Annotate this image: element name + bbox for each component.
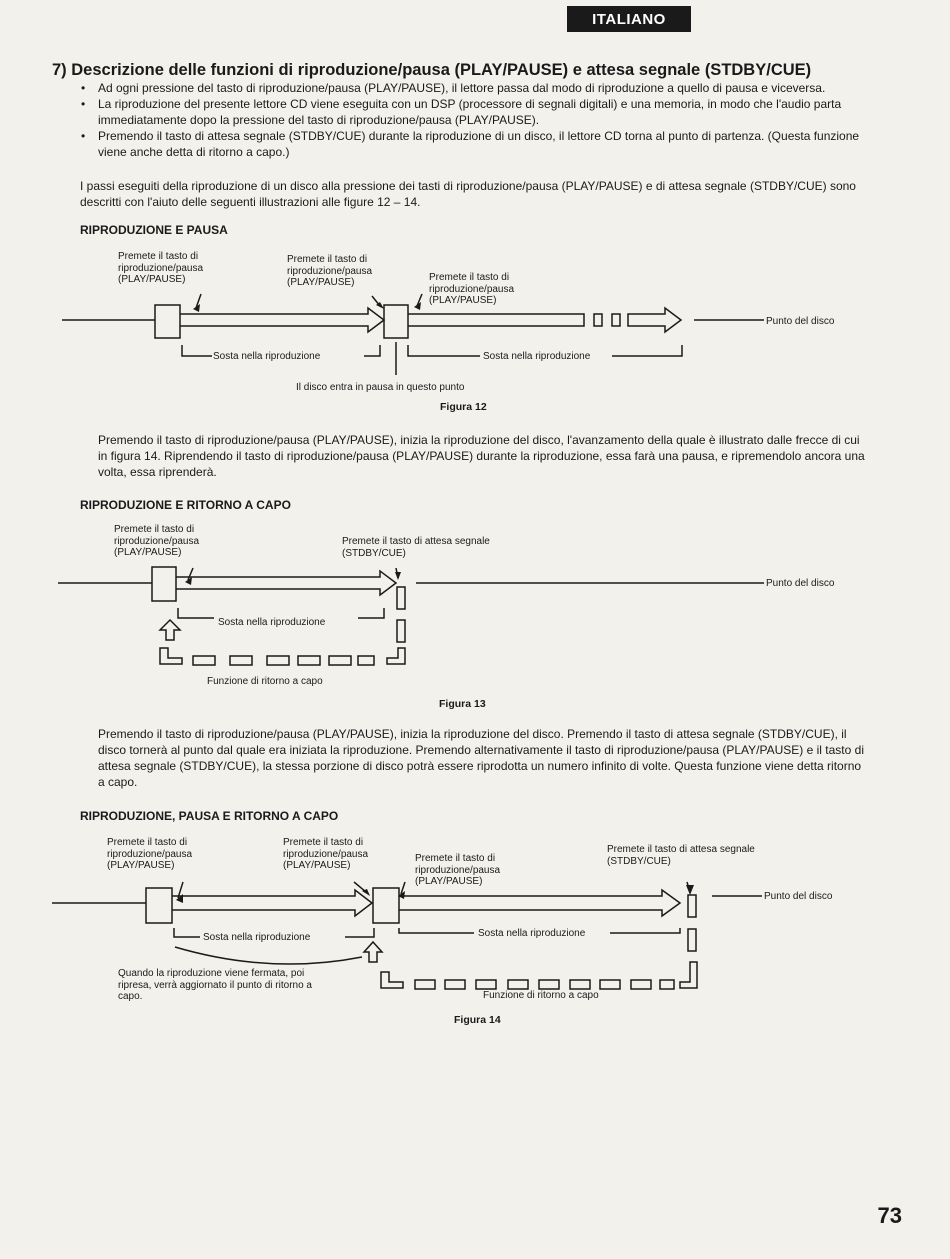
fig12-pause-label-1: Sosta nella riproduzione	[213, 351, 321, 362]
language-tab: ITALIANO	[567, 6, 691, 32]
fig12-description: Premendo il tasto di riproduzione/pausa (PLAY/PAUSE), inizia la riproduzione del disco, l'avanzamento della quale è illustrato dalle frecce di cui in figura 14. Riprendendo il tasto di riproduzione/pausa (PLAY/PAUSE) durante la riproduzione, essa farà una pausa, e ripremendolo ancora una volta, essa riprenderà.	[98, 433, 865, 479]
fig14-pause-label-2: Sosta nella riproduzione	[478, 928, 586, 939]
fig14-label-play-3: Premete il tasto di riproduzione/pausa (PLAY/PAUSE)	[415, 853, 501, 887]
page-number: 73	[877, 1203, 902, 1228]
section-title: 7) Descrizione delle funzioni di riproduzione/pausa (PLAY/PAUSE) e attesa segnale (STDBY/CUE)	[52, 61, 812, 79]
fig13-return-label: Funzione di ritorno a capo	[207, 676, 323, 687]
fig13-heading: RIPRODUZIONE E RITORNO A CAPO	[80, 498, 291, 512]
fig13-label-cue: Premete il tasto di attesa segnale (STDBY/CUE)	[342, 536, 490, 559]
fig12-pause-label-2: Sosta nella riproduzione	[483, 351, 591, 362]
fig14-heading: RIPRODUZIONE, PAUSA E RITORNO A CAPO	[80, 809, 339, 823]
fig13-pause-label: Sosta nella riproduzione	[218, 617, 326, 628]
fig12-label-play-3: Premete il tasto di riproduzione/pausa (PLAY/PAUSE)	[429, 272, 515, 306]
fig12-caption: Figura 12	[440, 401, 487, 413]
fig12-heading: RIPRODUZIONE E PAUSA	[80, 223, 228, 237]
fig14-label-play-1: Premete il tasto di riproduzione/pausa (PLAY/PAUSE)	[107, 837, 193, 871]
fig14-label-play-2: Premete il tasto di riproduzione/pausa (PLAY/PAUSE)	[283, 837, 369, 871]
fig14-disc-point: Punto del disco	[764, 891, 833, 902]
fig13-disc-point: Punto del disco	[766, 578, 835, 589]
fig12-label-play-1: Premete il tasto di riproduzione/pausa (PLAY/PAUSE)	[118, 251, 204, 285]
intro-paragraph: I passi eseguiti della riproduzione di un disco alla pressione dei tasti di riproduzione/pausa (PLAY/PAUSE) e di attesa segnale (STDBY/CUE) sono descritti con l'aiuto delle seguenti illustrazioni alle figure 12 – 14.	[80, 179, 856, 209]
fig13-caption: Figura 13	[439, 698, 486, 710]
fig12-disc-point: Punto del disco	[766, 316, 835, 327]
bullet-item: • La riproduzione del presente lettore CD viene eseguita con un DSP (processore di segnali digitali) e una memoria, in modo che l'audio parta immediatamente dopo la pressione del tasto di riproduzione/pausa (PLAY/PAUSE).	[80, 96, 870, 128]
bullet-item: • Premendo il tasto di attesa segnale (STDBY/CUE) durante la riproduzione di un disco, il lettore CD torna al punto di partenza. (Questa funzione viene anche detta di ritorno a capo.)	[80, 128, 870, 160]
fig12-label-play-2: Premete il tasto di riproduzione/pausa (PLAY/PAUSE)	[287, 254, 373, 288]
fig14-caption: Figura 14	[454, 1014, 501, 1026]
fig12-pause-note: Il disco entra in pausa in questo punto	[296, 382, 465, 393]
fig14-label-cue: Premete il tasto di attesa segnale (STDBY/CUE)	[607, 844, 755, 867]
bullet-item: • Ad ogni pressione del tasto di riproduzione/pausa (PLAY/PAUSE), il lettore passa dal modo di riproduzione a quello di pausa e viceversa.	[80, 80, 870, 96]
fig14-pause-label-1: Sosta nella riproduzione	[203, 932, 311, 943]
fig13-description: Premendo il tasto di riproduzione/pausa (PLAY/PAUSE), inizia la riproduzione del disco. Premendo il tasto di attesa segnale (STDBY/CUE), il disco tornerà al punto dal quale era iniziata la riproduzione. Premendo alternativamente il tasto di riproduzione/pausa (PLAY/PAUSE) e il tasto di attesa segnale (STDBY/CUE), la stessa porzione di disco potrà essere riprodotta un numero infinito di volte. Questa funzione viene detta ritorno a capo.	[98, 727, 864, 789]
fig13-label-play: Premete il tasto di riproduzione/pausa (PLAY/PAUSE)	[114, 524, 200, 558]
fig14-resume-note: Quando la riproduzione viene fermata, poi ripresa, verrà aggiornato il punto di ritorno a capo.	[118, 968, 312, 1002]
fig14-return-label: Funzione di ritorno a capo	[483, 990, 599, 1001]
